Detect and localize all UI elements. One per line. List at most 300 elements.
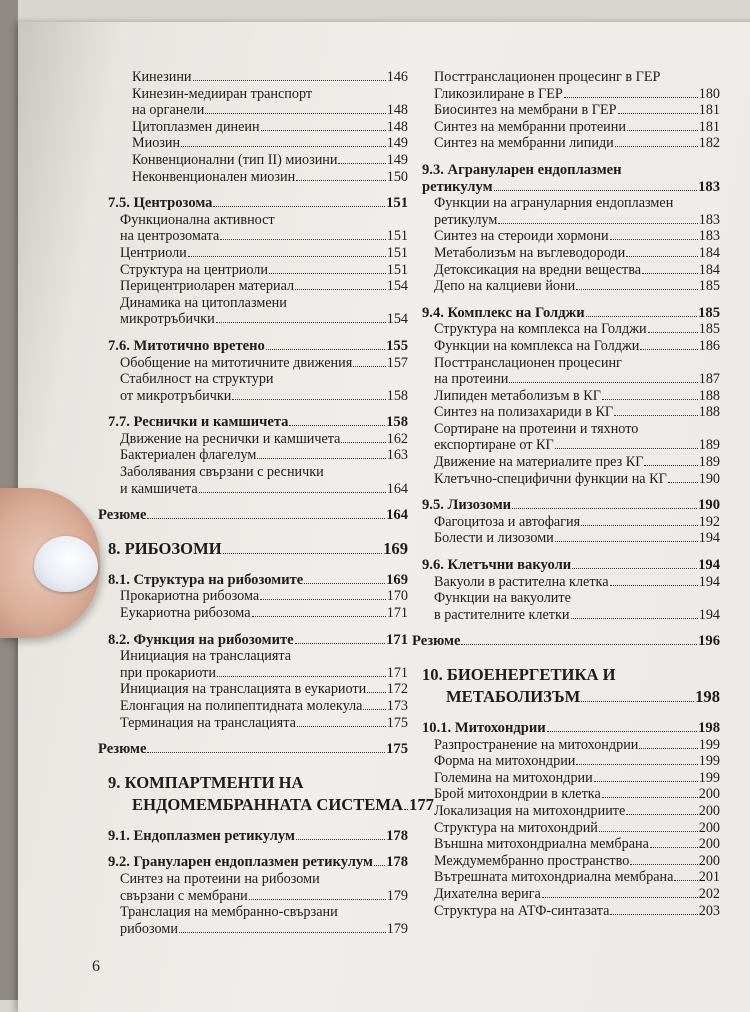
toc-entry-title: 9.6. Клетъчни вакуоли	[422, 557, 572, 574]
dot-leader	[615, 146, 698, 147]
toc-entry-page: 202	[698, 885, 720, 902]
dot-leader	[193, 80, 386, 81]
toc-entry	[422, 163, 720, 180]
toc-entry-title: Депо на калциеви йони	[434, 278, 576, 295]
dot-leader	[594, 781, 698, 782]
toc-entry-page: 179	[386, 887, 408, 904]
dot-leader	[599, 831, 698, 832]
toc-entry-page: 194	[698, 557, 720, 574]
toc-entry-page: 199	[698, 769, 720, 786]
toc-entry-title: Посттранслационен процесинг в ГЕР	[434, 69, 661, 85]
toc-entry	[422, 721, 720, 738]
toc-entry-title: 9.2. Грануларен ендоплазмен ретикулум	[108, 854, 373, 871]
dot-leader	[650, 847, 698, 848]
dot-leader	[296, 839, 385, 840]
toc-entry	[108, 872, 408, 889]
toc-entry-page: 154	[386, 278, 408, 295]
toc-entry-page: 190	[698, 497, 720, 514]
dot-leader	[627, 130, 698, 131]
toc-entry	[108, 633, 408, 650]
toc-entry-page: 203	[698, 902, 720, 919]
toc-entry-page: 162	[386, 430, 408, 447]
toc-entry-page: 200	[698, 836, 720, 853]
toc-entry	[422, 754, 720, 771]
toc-entry	[422, 667, 720, 689]
toc-entry-page: 200	[698, 802, 720, 819]
toc-entry	[108, 312, 408, 329]
toc-entry-page: 198	[698, 720, 720, 736]
toc-entry	[422, 608, 720, 625]
toc-entry	[108, 855, 408, 872]
dot-leader	[213, 206, 385, 207]
toc-entry-title: Инициация на транслацията	[120, 648, 292, 665]
dot-leader	[260, 599, 386, 600]
toc-entry-page: 150	[386, 168, 408, 185]
toc-entry-page: 184	[698, 244, 720, 261]
toc-entry-title: Вакуоли в растителна клетка	[434, 573, 609, 590]
toc-entry-page: 190	[698, 470, 720, 487]
dot-leader	[297, 726, 386, 727]
toc-entry-page: 151	[386, 228, 408, 245]
dot-leader	[509, 382, 697, 383]
toc-entry-page: 177	[409, 794, 434, 814]
dot-leader	[269, 273, 386, 274]
dot-leader	[576, 764, 697, 765]
toc-entry-title: Външна митохондриална мембрана	[434, 836, 649, 853]
toc-entry	[422, 70, 720, 87]
toc-entry-title: 9. КОМПАРТМЕНТИ НА	[108, 772, 304, 792]
toc-entry-title: Стабилност на структури	[120, 371, 274, 388]
toc-entry	[422, 689, 720, 711]
toc-entry	[422, 372, 720, 389]
toc-entry	[108, 772, 408, 797]
toc-entry-title: Синтез на мембранни протеини	[434, 118, 626, 135]
toc-entry-title: експортиране от КГ	[434, 437, 554, 454]
toc-entry	[422, 515, 720, 532]
toc-entry-page: 171	[386, 631, 408, 648]
dot-leader	[644, 465, 697, 466]
toc-entry-title: ЕНДОМЕМБРАННАТА СИСТЕМА	[132, 794, 404, 814]
toc-entry-title: Синтез на стероиди хормони	[434, 228, 609, 245]
toc-entry-page: 180	[698, 85, 720, 102]
toc-entry-title: Дихателна верига	[434, 885, 541, 902]
toc-entry-title: Цитоплазмен динеин	[132, 118, 260, 135]
toc-entry-title: Разпространение на митохондрии	[434, 736, 639, 753]
toc-entry-title: Детоксикация на вредни вещества	[434, 261, 641, 278]
toc-entry-title: свързани с мембрани	[120, 887, 248, 904]
toc-entry	[422, 279, 720, 296]
dot-leader	[188, 256, 386, 257]
dot-leader	[586, 316, 697, 317]
toc-entry	[98, 508, 408, 525]
dot-leader	[626, 814, 697, 815]
toc-entry-page: 175	[386, 741, 408, 758]
toc-entry	[108, 432, 408, 449]
toc-entry-page: 149	[386, 151, 408, 168]
toc-entry	[108, 889, 408, 906]
toc-entry	[108, 170, 408, 187]
toc-entry	[108, 794, 434, 819]
toc-entry-page: 196	[698, 633, 720, 650]
toc-entry-page: 194	[698, 606, 720, 623]
toc-entry	[108, 649, 408, 666]
toc-entry-title: Динамика на цитоплазмени	[120, 294, 287, 311]
toc-entry-page: 151	[386, 261, 408, 278]
toc-entry	[422, 120, 720, 137]
toc-entry	[108, 465, 408, 482]
toc-entry-page: 148	[386, 118, 408, 135]
dot-leader	[602, 399, 698, 400]
toc-entry-title: Функционална активност	[120, 211, 275, 228]
dot-leader	[674, 880, 697, 881]
dot-leader	[261, 130, 386, 131]
toc-entry	[422, 904, 720, 921]
toc-entry-page: 194	[698, 573, 720, 590]
toc-entry	[422, 339, 720, 356]
dot-leader	[252, 616, 386, 617]
toc-entry-page: 181	[698, 118, 720, 135]
dot-leader	[572, 568, 697, 569]
toc-entry-page: 188	[698, 404, 720, 421]
toc-entry-title: Транслация на мембранно-свързани	[120, 904, 338, 921]
dot-leader	[205, 113, 385, 114]
toc-entry-page: 172	[386, 681, 408, 698]
dot-leader	[338, 163, 385, 164]
toc-entry	[422, 438, 720, 455]
dot-leader	[289, 425, 385, 426]
dot-leader	[498, 223, 697, 224]
toc-entry-title: Бактериален флагелум	[120, 447, 257, 464]
dot-leader	[374, 865, 385, 866]
toc-entry-title: Междумембранно пространство	[434, 852, 630, 869]
toc-entry-title: Перицентриоларен материал	[120, 278, 295, 295]
dot-leader	[216, 322, 386, 323]
toc-entry-title: 9.4. Комплекс на Голджи	[422, 304, 585, 321]
toc-entry-page: 164	[386, 507, 408, 524]
toc-entry-page: 183	[698, 228, 720, 245]
toc-entry	[108, 103, 408, 120]
dot-leader	[199, 492, 386, 493]
toc-entry	[108, 279, 408, 296]
toc-entry-page: 183	[698, 178, 720, 195]
toc-entry-title: Синтез на протеини на рибозоми	[120, 870, 320, 887]
toc-entry	[412, 634, 720, 651]
toc-entry-page: 148	[386, 102, 408, 119]
toc-entry	[422, 229, 720, 246]
toc-entry-title: Неконвенционален миозин	[132, 168, 296, 185]
toc-entry-page: 189	[698, 454, 720, 471]
toc-entry-page: 157	[386, 354, 408, 371]
toc-entry	[422, 870, 720, 887]
toc-entry-title: Структура на митохондрий	[434, 819, 598, 836]
toc-entry-title: 8. РИБОЗОМИ	[108, 538, 222, 558]
toc-entry	[422, 887, 720, 904]
toc-entry-page: 184	[698, 261, 720, 278]
toc-entry-title: от микротръбички	[120, 387, 232, 404]
toc-entry-title: Кинезин-медииран транспорт	[132, 85, 313, 102]
toc-entry-title: Резюме	[98, 507, 147, 524]
toc-entry-page: 185	[698, 278, 720, 295]
toc-entry	[108, 716, 408, 733]
toc-entry	[422, 87, 720, 104]
toc-entry	[422, 246, 720, 263]
dot-leader	[668, 482, 698, 483]
toc-entry-title: ретикулум	[422, 178, 493, 195]
toc-entry-page: 146	[386, 69, 408, 85]
toc-entry-title: 10. БИОЕНЕРГЕТИКА И	[422, 665, 616, 684]
toc-entry-title: при прокариоти	[120, 664, 216, 681]
toc-entry	[108, 263, 408, 280]
toc-entry	[422, 531, 720, 548]
dot-leader	[648, 332, 698, 333]
dot-leader	[363, 709, 385, 710]
dot-leader	[555, 448, 698, 449]
toc-entry	[422, 180, 720, 197]
toc-entry-page: 194	[698, 530, 720, 547]
toc-entry-page: 200	[698, 786, 720, 803]
dot-leader	[564, 97, 698, 98]
dot-leader	[642, 273, 698, 274]
dot-leader	[614, 415, 698, 416]
toc-entry-page: 199	[698, 753, 720, 770]
toc-entry-page: 186	[698, 337, 720, 354]
toc-entry-page: 178	[386, 827, 408, 844]
toc-entry	[108, 356, 408, 373]
dot-leader	[257, 458, 385, 459]
toc-entry-page: 154	[386, 311, 408, 328]
toc-entry	[422, 738, 720, 755]
toc-entry	[422, 263, 720, 280]
toc-entry-title: МЕТАБОЛИЗЪМ	[446, 687, 581, 706]
toc-entry	[422, 591, 720, 608]
dot-leader	[181, 146, 386, 147]
toc-entry-page: 149	[386, 135, 408, 152]
toc-entry	[108, 339, 408, 356]
toc-entry	[108, 699, 408, 716]
toc-entry	[422, 472, 720, 489]
toc-entry-title: Елонгация на полипептидната молекула	[120, 698, 363, 714]
toc-entry-title: Форма на митохондрии	[434, 753, 576, 770]
toc-entry-title: Резюме	[98, 741, 147, 758]
toc-entry-title: Движение на материалите през КГ	[434, 454, 644, 471]
toc-entry	[422, 322, 720, 339]
dot-leader	[249, 899, 386, 900]
toc-entry	[108, 196, 408, 213]
toc-entry	[108, 589, 408, 606]
toc-entry-title: Заболявания свързани с реснички	[120, 464, 324, 481]
toc-entry	[108, 296, 408, 313]
toc-entry-page: 200	[698, 819, 720, 836]
dot-leader	[461, 644, 697, 645]
toc-entry-title: 10.1. Митохондрии	[422, 720, 546, 736]
toc-entry-page: 201	[698, 869, 720, 886]
toc-entry	[422, 804, 720, 821]
toc-entry	[108, 213, 408, 230]
toc-entry	[108, 136, 408, 153]
toc-entry-title: Движение на реснички и камшичета	[120, 430, 341, 447]
toc-entry-page: 158	[386, 414, 408, 431]
dot-leader	[494, 190, 698, 191]
toc-entry-page: 192	[698, 513, 720, 530]
toc-entry-title: 7.7. Реснички и камшичета	[108, 414, 289, 431]
toc-entry-title: на протеини	[434, 371, 509, 388]
toc-entry-title: Функции на комплекса на Голджи	[434, 337, 640, 354]
toc-entry-title: Прокариотна рибозома	[120, 588, 260, 605]
dot-leader	[602, 797, 698, 798]
toc-entry-title: микротръбички	[120, 311, 215, 328]
dot-leader	[147, 518, 385, 519]
toc-entry-page: 178	[386, 854, 408, 871]
toc-entry-title: Резюме	[412, 633, 461, 650]
toc-entry-title: Вътрешната митохондриална мембрана	[434, 869, 674, 886]
toc-entry	[422, 213, 720, 230]
toc-entry	[422, 422, 720, 439]
toc-entry-title: Центриоли	[120, 244, 187, 261]
toc-entry	[108, 905, 408, 922]
toc-entry	[422, 356, 720, 373]
toc-entry	[422, 575, 720, 592]
toc-entry-title: Клетъчно-специфични функции на КГ	[434, 470, 667, 487]
toc-entry	[422, 405, 720, 422]
toc-entry-title: Фагоцитоза и автофагия	[434, 513, 581, 530]
toc-entry-title: ретикулум	[434, 211, 498, 228]
toc-entry-title: Структура на комплекса на Голджи	[434, 321, 647, 338]
toc-entry-title: Функции на агрануларния ендоплазмен	[434, 195, 674, 212]
toc-entry-page: 158	[386, 387, 408, 404]
toc-entry-page: 169	[383, 538, 408, 558]
toc-entry	[422, 854, 720, 871]
toc-entry	[108, 372, 408, 389]
toc-entry-title: на центрозомата	[120, 228, 220, 245]
toc-entry	[108, 922, 408, 939]
dot-leader	[353, 366, 385, 367]
toc-entry-title: Еукариотна рибозома	[120, 605, 251, 622]
toc-entry-title: Посттранслационен процесинг	[434, 354, 622, 371]
toc-entry-page: 173	[386, 698, 408, 714]
toc-entry-title: Структура на центриоли	[120, 261, 268, 278]
toc-entry-title: 9.5. Лизозоми	[422, 497, 512, 514]
toc-entry	[108, 87, 408, 104]
toc-entry-title: и камшичета	[120, 480, 198, 497]
toc-entry	[108, 573, 408, 590]
toc-entry-title: Конвенционални (тип II) миозини	[132, 151, 338, 168]
toc-entry-title: Големина на митохондрии	[434, 769, 593, 786]
toc-entry-page: 188	[698, 387, 720, 404]
toc-entry	[422, 771, 720, 788]
toc-entry-title: Метаболизъм на въглеводороди	[434, 244, 626, 261]
toc-entry-title: Терминация на транслацията	[120, 714, 296, 731]
toc-entry-title: 9.1. Ендоплазмен ретикулум	[108, 827, 295, 844]
toc-entry-page: 171	[386, 664, 408, 681]
dot-leader	[223, 553, 382, 554]
toc-entry-title: Синтез на мембранни липиди	[434, 135, 614, 152]
toc-entry	[108, 415, 408, 432]
dot-leader	[639, 748, 697, 749]
dot-leader	[610, 239, 698, 240]
toc-entry	[422, 837, 720, 854]
toc-entry-title: Биосинтез на мембрани в ГЕР	[434, 102, 617, 119]
toc-entry-title: Структура на АТФ-синтазата	[434, 902, 610, 919]
toc-entry-title: Синтез на полизахариди в КГ	[434, 404, 614, 421]
toc-entry	[108, 229, 408, 246]
toc-entry-page: 185	[698, 304, 720, 321]
toc-entry-page: 171	[386, 605, 408, 622]
dot-leader	[618, 113, 698, 114]
dot-leader	[147, 752, 385, 753]
toc-entry	[108, 606, 408, 623]
dot-leader	[266, 349, 385, 350]
toc-entry-page: 151	[386, 244, 408, 261]
toc-entry-page: 181	[698, 102, 720, 119]
toc-entry-page: 183	[698, 211, 720, 228]
toc-entry-page: 169	[386, 571, 408, 588]
toc-entry	[422, 389, 720, 406]
dot-leader	[217, 676, 386, 677]
toc-entry-page: 179	[386, 920, 408, 937]
dot-leader	[512, 508, 697, 509]
toc-entry-title: Функции на вакуолите	[434, 590, 571, 607]
dot-leader	[367, 692, 386, 693]
toc-entry-page: 198	[695, 687, 720, 706]
dot-leader	[542, 897, 698, 898]
toc-entry-page: 155	[386, 337, 408, 354]
toc-entry	[108, 666, 408, 683]
dot-leader	[626, 256, 698, 257]
toc-entry-page: 187	[698, 371, 720, 388]
toc-entry-title: Брой митохондрии в клетка	[434, 786, 601, 803]
toc-entry	[422, 787, 720, 804]
toc-entry-title: на органели	[132, 102, 205, 119]
dot-leader	[220, 239, 385, 240]
toc-entry-title: Инициация на транслацията в еукариоти	[120, 681, 367, 698]
toc-entry	[108, 389, 408, 406]
toc-entry-title: Обобщение на митотичните движения	[120, 354, 353, 371]
toc-entry-title: Миозин	[132, 135, 181, 152]
dot-leader	[304, 583, 385, 584]
dot-leader	[610, 585, 698, 586]
toc-entry	[422, 821, 720, 838]
toc-entry	[422, 558, 720, 575]
toc-entry	[108, 682, 408, 699]
dot-leader	[295, 289, 386, 290]
page-number: 6	[92, 958, 100, 975]
toc-entry-page: 163	[386, 447, 408, 464]
toc-entry	[422, 498, 720, 515]
dot-leader	[610, 914, 697, 915]
toc-entry	[422, 306, 720, 323]
toc-entry	[108, 448, 408, 465]
toc-entry	[108, 538, 408, 563]
toc-entry-title: 7.6. Митотично вретено	[108, 337, 265, 354]
dot-leader	[341, 442, 385, 443]
toc-entry	[422, 196, 720, 213]
dot-leader	[630, 864, 697, 865]
toc-entry-title: 8.2. Функция на рибозомите	[108, 631, 294, 648]
dot-leader	[232, 399, 385, 400]
dot-leader	[555, 541, 698, 542]
toc-entry-page: 182	[698, 135, 720, 152]
dot-leader	[571, 618, 698, 619]
toc-entry-page: 200	[698, 852, 720, 869]
dot-leader	[581, 525, 698, 526]
toc-entry-title: Липиден метаболизъм в КГ	[434, 387, 601, 404]
toc-entry-page: 185	[698, 321, 720, 338]
toc-entry-page: 199	[698, 736, 720, 753]
toc-entry-title: Гликозилиране в ГЕР	[434, 85, 563, 102]
toc-entry-page: 189	[698, 437, 720, 454]
toc-entry	[108, 70, 408, 87]
toc-entry	[422, 103, 720, 120]
